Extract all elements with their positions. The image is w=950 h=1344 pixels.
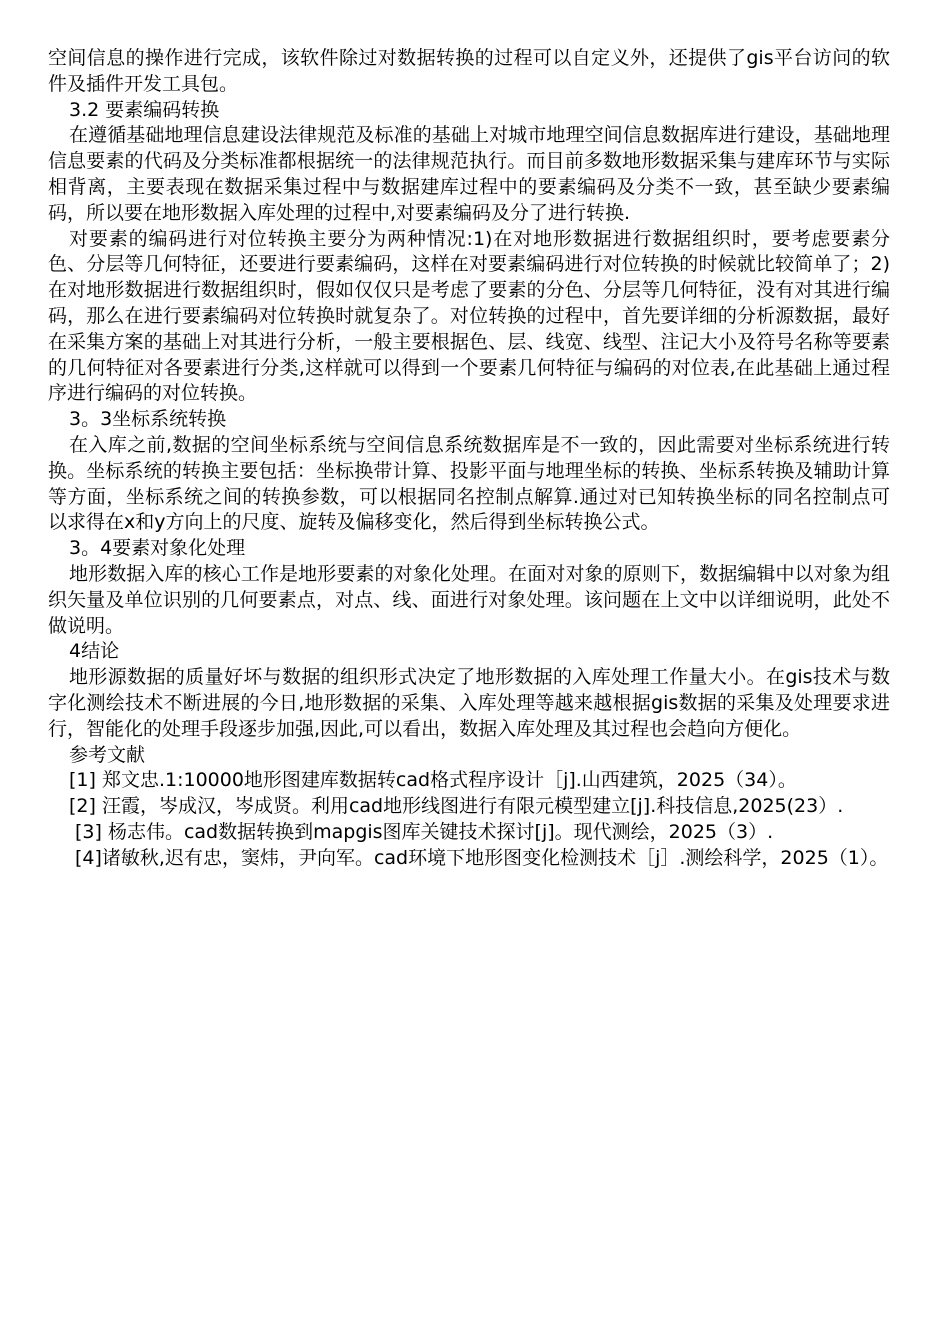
references-heading: 参考文献 xyxy=(69,743,146,766)
section-4-paragraph-1: 地形源数据的质量好坏与数据的组织形式决定了地形数据的入库处理工作量大小。在gis技术与数字化测绘技术不断进展的今日,地形数据的采集、入库处理等越来越根据gis数据的采集及处理要求进行，智能化的处理手段逐步加强,因此,可以看出，数据入库处理及其过程也会趋向方便化。 xyxy=(48,666,890,740)
section-3-2-paragraph-2: 对要素的编码进行对位转换主要分为两种情况:1)在对地形数据进行数据组织时，要考虑要素分色、分层等几何特征，还要进行要素编码，这样在对要素编码进行对位转换的时候就比较简单了；2)在对地形数据进行数据组织时，假如仅仅只是考虑了要素的分色、分层等几何特征，没有对其进行编码，那么在进行要素编码对位转换时就复杂了。对位转换的过程中，首先要详细的分析源数据，最好在采集方案的基础上对其进行分析，一般主要根据色、层、线宽、线型、注记大小及符号名称等要素的几何特征对各要素进行分类,这样就可以得到一个要素几何特征与编码的对位表,在此基础上通过程序进行编码的对位转换。 xyxy=(48,227,890,405)
section-3-2-heading: 3.2 要素编码转换 xyxy=(69,98,220,121)
section-3-2-paragraph-1: 在遵循基础地理信息建设法律规范及标准的基础上对城市地理空间信息数据库进行建设，基础地理信息要素的代码及分类标准都根据统一的法律规范执行。而目前多数地形数据采集与建库环节与实际相背离，主要表现在数据采集过程中与数据建库过程中的要素编码及分类不一致，甚至缺少要素编码，所以要在地形数据入库处理的过程中,对要素编码及分了进行转换. xyxy=(48,124,890,224)
reference-item-1: [1] 郑文忠.1:10000地形图建库数据转cad格式程序设计［j].山西建筑，2025（34）。 xyxy=(69,769,797,792)
reference-item-4: [4]诸敏秋,迟有忠，窦炜，尹向军。cad环境下地形图变化检测技术［j］.测绘科学，2025（1）。 xyxy=(75,846,889,869)
section-3-4-paragraph-1: 地形数据入库的核心工作是地形要素的对象化处理。在面对对象的原则下，数据编辑中以对象为组织矢量及单位识别的几何要素点，对点、线、面进行对象处理。该问题在上文中以详细说明，此处不做说明。 xyxy=(48,562,890,637)
section-3-3-heading: 3。3坐标系统转换 xyxy=(69,408,227,431)
section-3-3-paragraph-1: 在入库之前,数据的空间坐标系统与空间信息系统数据库是不一致的，因此需要对坐标系统进行转换。坐标系统的转换主要包括：坐标换带计算、投影平面与地理坐标的转换、坐标系转换及辅助计算等方面，坐标系统之间的转换参数，可以根据同名控制点解算.通过对已知转换坐标的同名控制点可以求得在x和y方向上的尺度、旋转及偏移变化，然后得到坐标转换公式。 xyxy=(48,433,890,534)
section-3-4-heading: 3。4要素对象化处理 xyxy=(69,537,246,560)
section-4-heading: 4结论 xyxy=(69,640,120,663)
reference-item-2: [2] 汪霞，岑成汉，岑成贤。利用cad地形线图进行有限元模型建立[j].科技信息,2025(23）. xyxy=(69,795,844,818)
continuation-paragraph: 空间信息的操作进行完成，该软件除过对数据转换的过程可以自定义外，还提供了gis平台访问的软件及插件开发工具包。 xyxy=(48,47,890,95)
document-page xyxy=(48,46,890,872)
reference-item-3: [3] 杨志伟。cad数据转换到mapgis图库关键技术探讨[j]。现代测绘，2025（3）. xyxy=(75,820,774,843)
